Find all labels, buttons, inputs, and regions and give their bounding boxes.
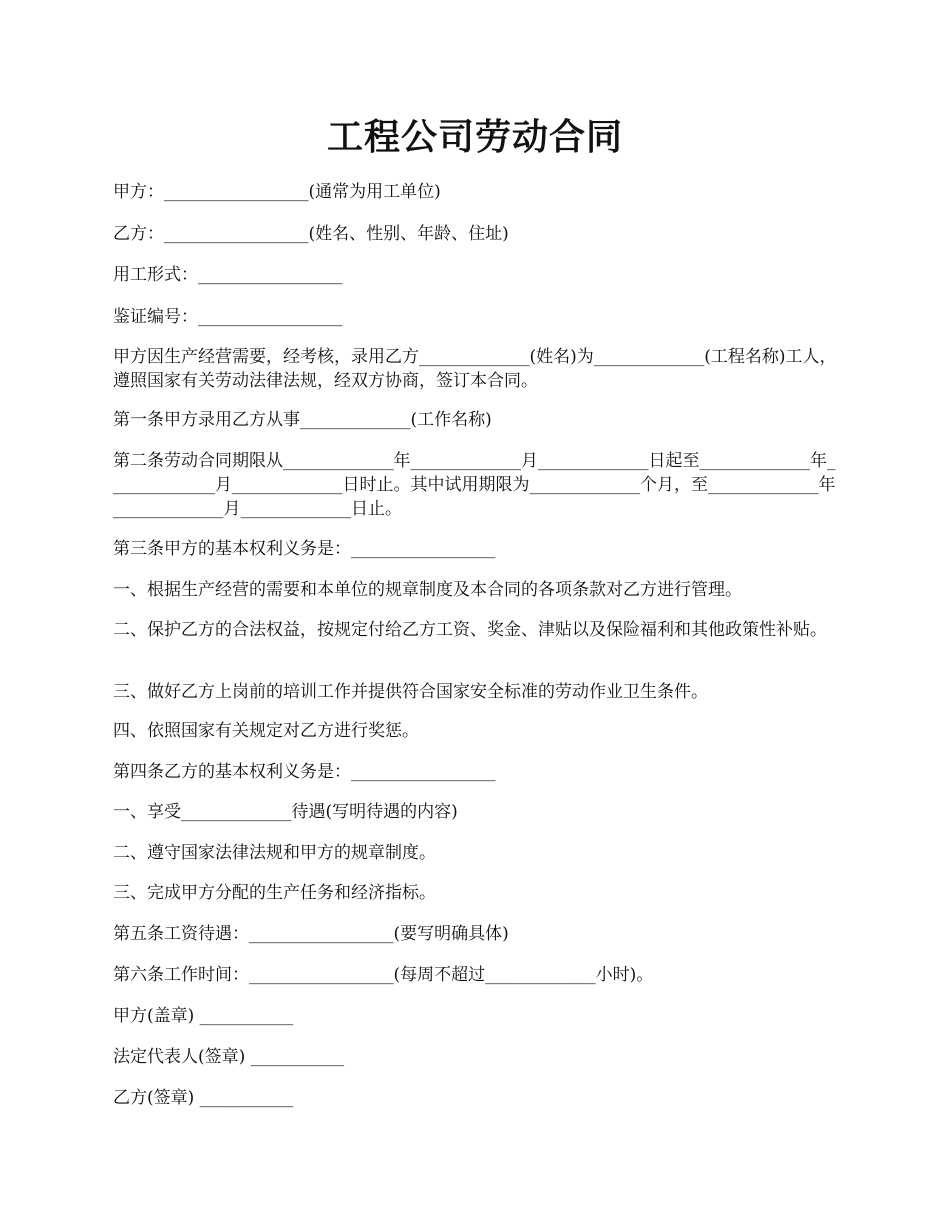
article-6: 第六条工作时间：_________________(每周不超过_____________小时)。 xyxy=(113,965,654,985)
party-a-seal-line: 甲方(盖章) ___________ xyxy=(113,1006,294,1026)
party-b-line: 乙方：_________________(姓名、性别、年龄、住址) xyxy=(113,224,509,244)
document-title: 工程公司劳动合同 xyxy=(326,116,623,158)
employment-form-line: 用工形式：_________________ xyxy=(113,265,343,285)
article-3-item-4: 四、依照国家有关规定对乙方进行奖惩。 xyxy=(113,721,419,741)
legal-representative-signature-line: 法定代表人(签章) ___________ xyxy=(113,1047,345,1067)
article-5: 第五条工资待遇：_________________(要写明确具体) xyxy=(113,924,509,944)
party-a-line: 甲方：_________________(通常为用工单位) xyxy=(113,182,441,202)
article-3: 第三条甲方的基本权利义务是：_________________ xyxy=(113,539,496,559)
article-3-item-3: 三、做好乙方上岗前的培训工作并提供符合国家安全标准的劳动作业卫生条件。 xyxy=(113,682,708,702)
article-4-item-1: 一、享受_____________待遇(写明待遇的内容) xyxy=(113,802,458,822)
party-b-signature-line: 乙方(签章) ___________ xyxy=(113,1088,294,1108)
article-4-item-3: 三、完成甲方分配的生产任务和经济指标。 xyxy=(113,883,436,903)
article-2: 第二条劳动合同期限从_____________年_____________月_____________日起至_____________年_____________月_____________日时止。其中试用期限为_____________个月，至_____________年_____________月_____________日止。 xyxy=(113,451,836,519)
article-3-item-1: 一、根据生产经营的需要和本单位的规章制度及本合同的各项条款对乙方进行管理。 xyxy=(113,580,742,600)
article-1: 第一条甲方录用乙方从事_____________(工作名称) xyxy=(113,410,492,430)
article-4: 第四条乙方的基本权利义务是：_________________ xyxy=(113,762,496,782)
article-4-item-2: 二、遵守国家法律法规和甲方的规章制度。 xyxy=(113,843,436,863)
article-3-item-2: 二、保护乙方的合法权益，按规定付给乙方工资、奖金、津贴以及保险福利和其他政策性补贴。 xyxy=(113,620,827,640)
verification-number-line: 鉴证编号：_________________ xyxy=(113,307,343,327)
preamble-paragraph: 甲方因生产经营需要，经考核，录用乙方_____________(姓名)为_____________(工程名称)工人，遵照国家有关劳动法律法规，经双方协商，签订本合同。 xyxy=(113,347,837,391)
